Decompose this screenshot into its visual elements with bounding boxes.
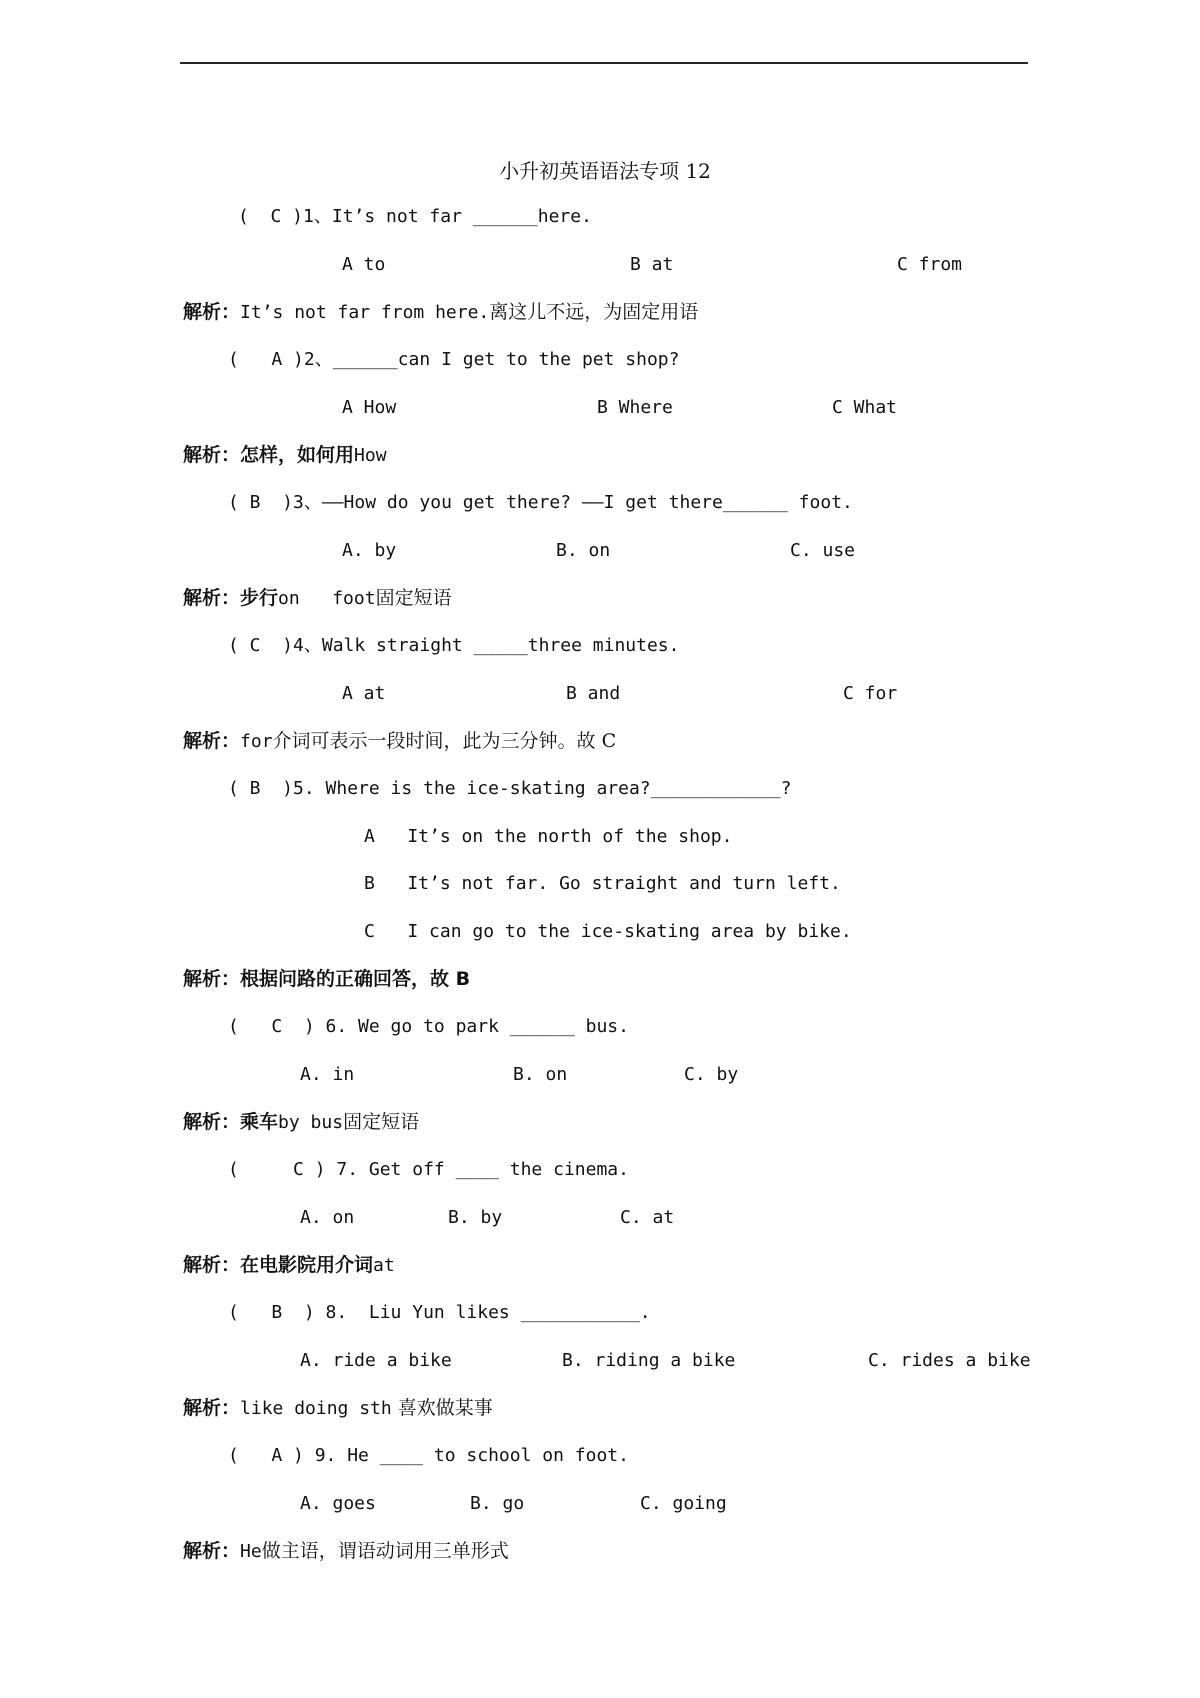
question-9-analysis [183,1538,509,1565]
analysis-label: 解析： [183,730,241,752]
question-4-option-a: A at [342,683,386,704]
analysis-label: 解析： [183,1111,241,1133]
analysis-text: at [373,1255,395,1276]
question-9-option-a: A. goes [300,1493,376,1514]
question-7-option-c: C. at [620,1207,675,1228]
analysis-label: 解析： [183,1254,241,1276]
question-7-option-b: B. by [448,1207,503,1228]
question-1-option-a: A to [342,254,386,275]
question-3-option-c: C. use [790,540,856,561]
analysis-label: 解析： [183,1397,241,1419]
analysis-emphasis: 怎样，如何用 [240,444,355,466]
analysis-note: 固定短语 [343,1111,420,1133]
question-9-option-b: B. go [470,1493,525,1514]
analysis-text: like doing sth [240,1398,392,1419]
question-9-option-c: C. going [640,1493,727,1514]
question-8-option-c: C. rides a bike [868,1350,1031,1371]
question-8-analysis [183,1395,493,1422]
question-3-stem: ( B )3、——How do you get there? ——I get there______ foot. [228,492,853,513]
question-2-stem: ( A )2、______can I get to the pet shop? [228,349,680,370]
analysis-label: 解析： [183,1540,241,1562]
question-4-option-c: C for [843,683,898,704]
analysis-label: 解析： [183,968,241,990]
question-7-option-a: A. on [300,1207,355,1228]
analysis-note: 固定短语 [375,587,452,609]
question-1-option-c: C from [897,254,963,275]
question-2-option-b: B Where [597,397,673,418]
analysis-text: He [240,1541,262,1562]
question-5-option-c: C I can go to the ice-skating area by bike. [364,921,852,942]
analysis-text: on foot [278,588,376,609]
question-1-analysis [183,299,698,326]
analysis-label: 解析： [183,301,241,323]
question-7-analysis [183,1252,395,1279]
question-9-stem: ( A ) 9. He ____ to school on foot. [228,1445,629,1466]
analysis-emphasis: 在电影院用介词 [240,1254,374,1276]
analysis-label: 解析： [183,444,241,466]
question-5-analysis [183,966,470,993]
analysis-text: How [354,445,387,466]
question-8-option-a: A. ride a bike [300,1350,452,1371]
question-5-option-a: A It’s on the north of the shop. [364,826,733,847]
question-4-option-b: B and [566,683,621,704]
analysis-emphasis: 步行 [240,587,279,609]
question-2-analysis [183,442,387,469]
question-6-option-b: B. on [513,1064,568,1085]
analysis-note: 做主语，谓语动词用三单形式 [261,1540,509,1562]
question-6-stem: ( C ) 6. We go to park ______ bus. [228,1016,629,1037]
question-1-stem: ( C )1、It’s not far ______here. [238,206,592,227]
question-2-option-a: A How [342,397,397,418]
question-4-stem: ( C )4、Walk straight _____three minutes. [228,635,680,656]
page-title: 小升初英语语法专项 12 [499,159,711,183]
analysis-text: for [240,731,273,752]
question-5-option-b: B It’s not far. Go straight and turn left. [364,873,841,894]
question-3-analysis [183,585,452,612]
analysis-label: 解析： [183,587,241,609]
question-1-option-b: B at [630,254,674,275]
question-4-analysis [183,728,616,755]
question-6-analysis [183,1109,419,1136]
question-8-stem: ( B ) 8. Liu Yun likes ___________. [228,1302,651,1323]
analysis-text: It’s not far from here. [240,302,490,323]
question-5-stem: ( B )5. Where is the ice-skating area?____________? [228,778,792,799]
analysis-text: by bus [278,1112,344,1133]
analysis-emphasis: 根据问路的正确回答，故 B [240,968,471,990]
question-6-option-c: C. by [684,1064,739,1085]
header-rule [180,62,1028,64]
question-3-option-a: A. by [342,540,397,561]
question-7-stem: ( C ) 7. Get off ____ the cinema. [228,1159,629,1180]
question-8-option-b: B. riding a bike [562,1350,736,1371]
analysis-note: 介词可表示一段时间，此为三分钟。故 C [272,730,617,752]
analysis-note: 喜欢做某事 [391,1397,493,1419]
question-6-option-a: A. in [300,1064,355,1085]
question-3-option-b: B. on [556,540,611,561]
analysis-emphasis: 乘车 [240,1111,279,1133]
question-2-option-c: C What [832,397,898,418]
analysis-note: 离这儿不远，为固定用语 [489,301,699,323]
